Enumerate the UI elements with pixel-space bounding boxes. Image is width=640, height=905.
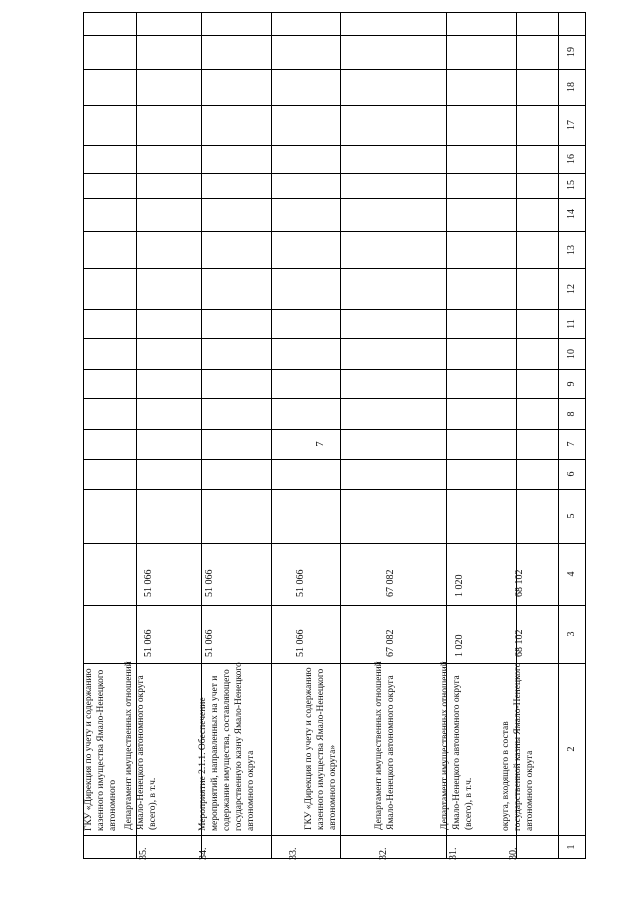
- column-header: 8: [566, 411, 577, 417]
- page-number: 7: [314, 441, 326, 447]
- row-name: Департамент имущественных отношений Ямало-Ненецкого автономного округа: [374, 661, 396, 830]
- row-name: ГКУ «Дирекция по учету и содержанию казенного имущества Ямало-Ненецкого автономного: [84, 668, 118, 831]
- cell-col3: 68 102: [514, 629, 525, 657]
- grid-line: [84, 35, 585, 36]
- grid-line: [84, 173, 585, 174]
- row-number: 31.: [448, 847, 459, 860]
- row-number: 32.: [378, 847, 389, 860]
- row-name: ГКУ «Дирекция по учету и содержанию казенного имущества Ямало-Ненецкого автономного округа»: [304, 667, 338, 830]
- column-header: 9: [566, 381, 577, 387]
- cell-col3: 51 066: [295, 629, 306, 657]
- cell-col4: 51 066: [295, 569, 306, 597]
- row-name: Департамент имущественных отношений Ямало-Ненецкого автономного округа (всего), в т.ч.: [124, 661, 158, 830]
- cell-col3: 67 082: [385, 629, 396, 657]
- cell-col4: 51 066: [143, 569, 154, 597]
- grid-line: [84, 69, 585, 70]
- row-number: 34.: [198, 847, 209, 860]
- grid-line: [84, 543, 585, 544]
- cell-col3: 51 066: [204, 629, 215, 657]
- grid-line: [84, 605, 585, 606]
- column-header: 1: [566, 844, 577, 850]
- grid-line: [84, 105, 585, 106]
- grid-line: [84, 198, 585, 199]
- grid-line: [84, 429, 585, 430]
- row-number: 30.: [508, 847, 519, 860]
- grid-line: [84, 459, 585, 460]
- cell-col4: 68 102: [514, 569, 525, 597]
- column-header: 7: [566, 441, 577, 447]
- column-header: 12: [566, 284, 577, 294]
- column-header: 6: [566, 471, 577, 477]
- grid-line: [84, 145, 585, 146]
- row-number: 35.: [138, 847, 149, 860]
- grid-line: [84, 268, 585, 269]
- column-header: 19: [566, 47, 577, 57]
- cell-col3: 51 066: [143, 629, 154, 657]
- column-header: 11: [566, 319, 577, 329]
- column-header: 5: [566, 513, 577, 519]
- column-header: 14: [566, 209, 577, 219]
- grid-line: [84, 369, 585, 370]
- cell-col4: 67 082: [385, 569, 396, 597]
- column-header: 10: [566, 349, 577, 359]
- row-name: округа, входящего в состав государственной казны Ямало-Ненецкого автономного округа: [501, 662, 535, 831]
- column-header: 13: [566, 245, 577, 255]
- grid-line: [84, 338, 585, 339]
- column-header: 15: [566, 180, 577, 190]
- column-header: 18: [566, 82, 577, 92]
- column-header: 2: [566, 746, 577, 752]
- cell-col3: 1 020: [454, 634, 465, 657]
- grid-line: [84, 309, 585, 310]
- grid-line: [84, 231, 585, 232]
- row-number: 33.: [288, 847, 299, 860]
- grid-line: [84, 489, 585, 490]
- column-header: 3: [566, 631, 577, 637]
- cell-col4: 51 066: [204, 569, 215, 597]
- row-name: Департамент имущественных отношений Ямало-Ненецкого автономного округа (всего), в т.ч.: [440, 661, 474, 830]
- budget-table: [83, 12, 586, 859]
- column-header: 16: [566, 154, 577, 164]
- cell-col4: 1 020: [454, 574, 465, 597]
- grid-line: [84, 398, 585, 399]
- column-header: 17: [566, 120, 577, 130]
- row-name: Мероприятие 2.1.1. Обеспечение мероприятий, направленных на учет и содержание имущества, составляющего государственную казну Ямало-Ненецкого автономного округа: [198, 662, 256, 831]
- column-header: 4: [566, 571, 577, 577]
